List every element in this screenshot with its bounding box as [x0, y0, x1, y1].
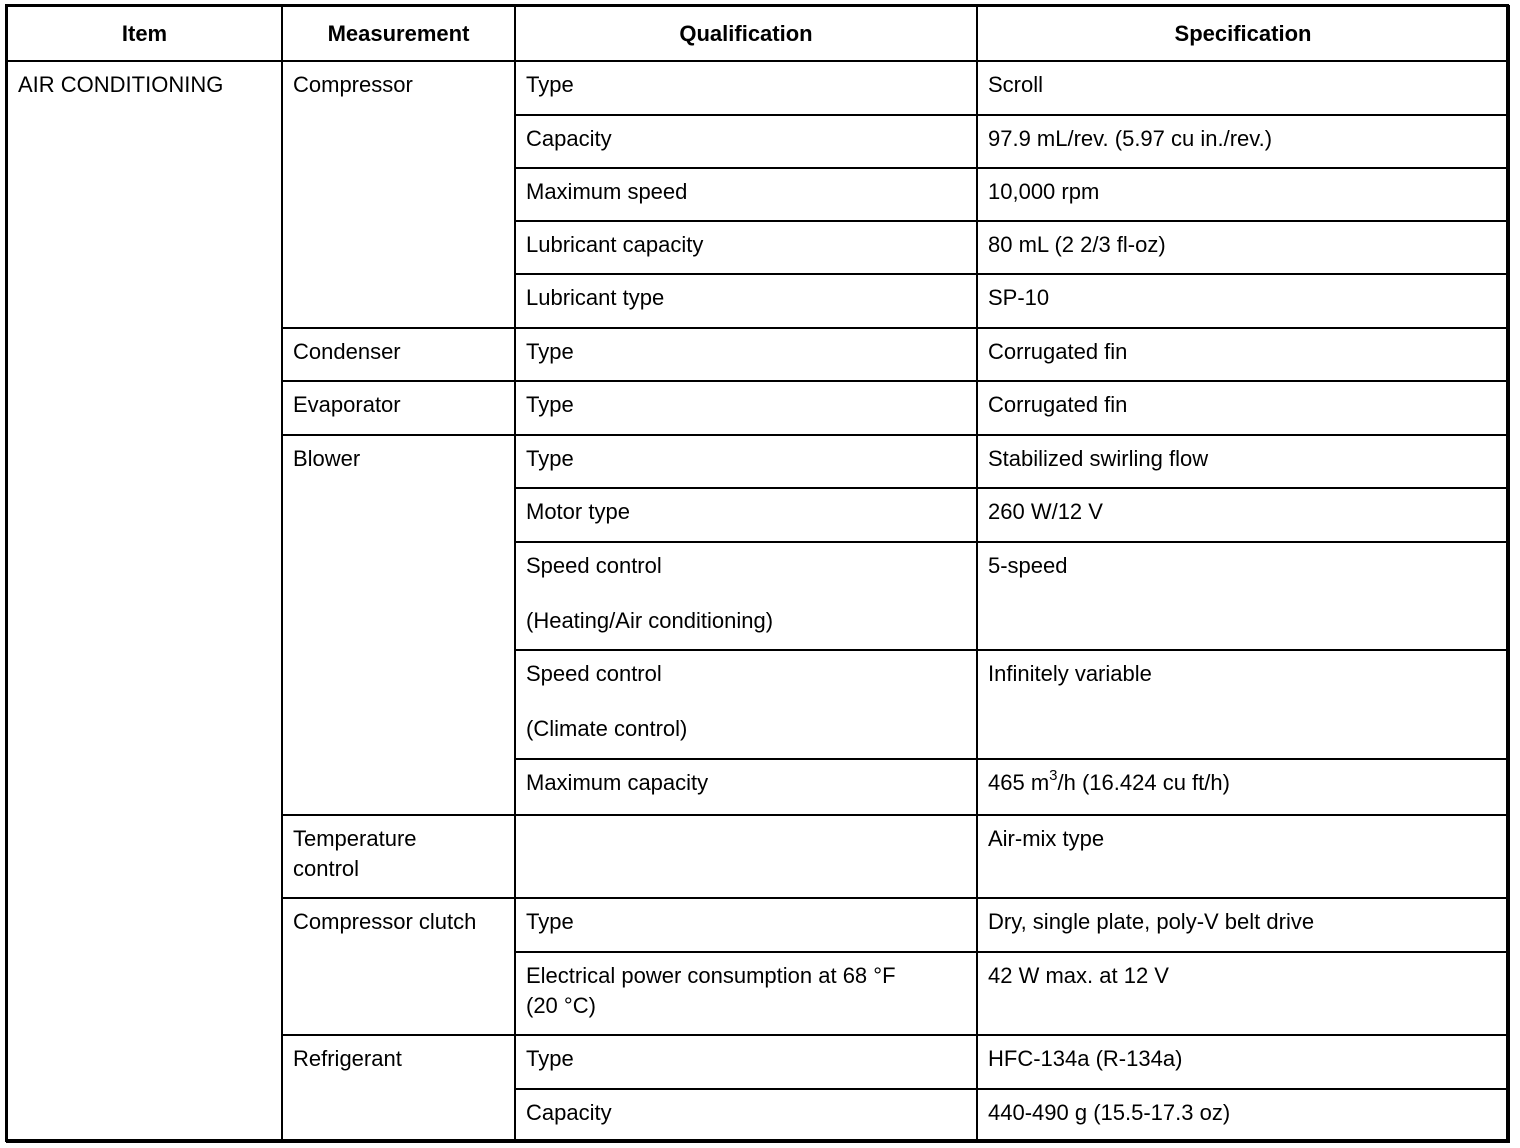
specification-cell: [977, 381, 1509, 435]
qualification-cell: [515, 274, 977, 328]
specification-cell: [977, 815, 1509, 898]
specification-cell: [977, 488, 1509, 542]
qualification-cell: [515, 1089, 977, 1142]
specification-text: HFC-134a (R-134a): [988, 1046, 1183, 1071]
specification-text: 5-speed: [988, 553, 1068, 578]
specification-text: Infinitely variable: [988, 661, 1152, 686]
specification-cell: [977, 168, 1509, 221]
measurement-label: Condenser: [293, 339, 401, 364]
measurement-label: Refrigerant: [293, 1046, 402, 1071]
measurement-cell: [282, 328, 515, 381]
table-row: [7, 61, 1509, 115]
qualification-text: Type: [526, 72, 574, 97]
specification-text: 260 W/12 V: [988, 499, 1103, 524]
specification-text: 440-490 g (15.5-17.3 oz): [988, 1100, 1231, 1125]
qualification-text: Type: [526, 1046, 574, 1071]
measurement-label: Evaporator: [293, 392, 401, 417]
measurement-cell: [282, 898, 515, 1035]
qualification-cell: [515, 898, 977, 952]
qualification-cell: [515, 1035, 977, 1089]
specification-cell: [977, 221, 1509, 274]
specification-cell: [977, 1089, 1509, 1142]
measurement-line-1: Temperature: [293, 826, 417, 851]
qualification-text: [526, 816, 966, 824]
qualification-cell: [515, 435, 977, 488]
qualification-cell: [515, 488, 977, 542]
specification-cell: [977, 759, 1509, 815]
specification-cell: [977, 435, 1509, 488]
measurement-label: Compressor: [293, 72, 413, 97]
item-cell: [7, 61, 282, 1142]
qualification-text: Capacity: [526, 1100, 612, 1125]
qualification-text: Motor type: [526, 499, 630, 524]
measurement-cell: [282, 1035, 515, 1142]
measurement-label: Compressor clutch: [293, 909, 477, 934]
qualification-text: Capacity: [526, 126, 612, 151]
measurement-cell: [282, 381, 515, 435]
qualification-cell: [515, 542, 977, 650]
spec-value: 465 m: [988, 770, 1050, 795]
specification-text: Air-mix type: [988, 826, 1105, 851]
specification-text: SP-10: [988, 285, 1050, 310]
measurement-label: [293, 816, 504, 884]
specification-text: Dry, single plate, poly-V belt drive: [988, 909, 1315, 934]
superscript: 3: [1049, 766, 1058, 784]
measurement-cell: [282, 61, 515, 328]
qualification-subtext: (Climate control): [526, 716, 688, 741]
specification-cell: [977, 328, 1509, 381]
measurement-line-2: control: [293, 856, 360, 881]
header-measurement: Measurement: [282, 6, 515, 61]
qualification-subtext: (Heating/Air conditioning): [526, 608, 774, 633]
measurement-cell: [282, 815, 515, 898]
qualification-text: Type: [526, 392, 574, 417]
specification-cell: [977, 542, 1509, 650]
specification-text: Corrugated fin: [988, 392, 1128, 417]
header-item: Item: [7, 6, 282, 61]
qualification-text: Speed control: [526, 661, 662, 686]
qualification-cell: [515, 650, 977, 759]
qualification-cell: [515, 221, 977, 274]
specification-cell: [977, 61, 1509, 115]
specification-text: Stabilized swirling flow: [988, 446, 1209, 471]
qualification-cell: [515, 115, 977, 168]
qualification-text: Maximum speed: [526, 179, 688, 204]
specification-text: 10,000 rpm: [988, 179, 1100, 204]
specification-text: 97.9 mL/rev. (5.97 cu in./rev.): [988, 126, 1273, 151]
qualification-cell: [515, 759, 977, 815]
qualification-cell: [515, 328, 977, 381]
measurement-cell: [282, 435, 515, 815]
qualification-text: Type: [526, 339, 574, 364]
specification-text: 42 W max. at 12 V: [988, 963, 1169, 988]
item-label: AIR CONDITIONING: [18, 72, 224, 97]
qualification-text: Lubricant capacity: [526, 232, 704, 257]
qualification-cell: [515, 168, 977, 221]
qualification-text: Lubricant type: [526, 285, 665, 310]
specification-text: 80 mL (2 2/3 fl-oz): [988, 232, 1166, 257]
qualification-cell: [515, 61, 977, 115]
specification-text: Corrugated fin: [988, 339, 1128, 364]
qualification-text: Speed control: [526, 553, 662, 578]
specification-cell: [977, 952, 1509, 1035]
qualification-text: Type: [526, 909, 574, 934]
specification-cell: [977, 650, 1509, 759]
measurement-label: Blower: [293, 446, 361, 471]
header-qualification: Qualification: [515, 6, 977, 61]
qualification-cell: [515, 815, 977, 898]
qualification-text: Electrical power consumption at 68 °F: [526, 963, 896, 988]
qualification-text: Type: [526, 446, 574, 471]
spec-unit: /h (16.424 cu ft/h): [1057, 770, 1230, 795]
specification-text: Scroll: [988, 72, 1044, 97]
specification-cell: [977, 274, 1509, 328]
header-specification: Specification: [977, 6, 1509, 61]
specification-cell: [977, 115, 1509, 168]
qualification-text: Maximum capacity: [526, 770, 709, 795]
qualification-cell: [515, 952, 977, 1035]
specification-text: [988, 760, 1498, 798]
header-row: [7, 6, 1509, 61]
specification-cell: [977, 898, 1509, 952]
qualification-cell: [515, 381, 977, 435]
specification-table: [6, 5, 1510, 1143]
qualification-subtext: (20 °C): [526, 993, 596, 1018]
specification-cell: [977, 1035, 1509, 1089]
